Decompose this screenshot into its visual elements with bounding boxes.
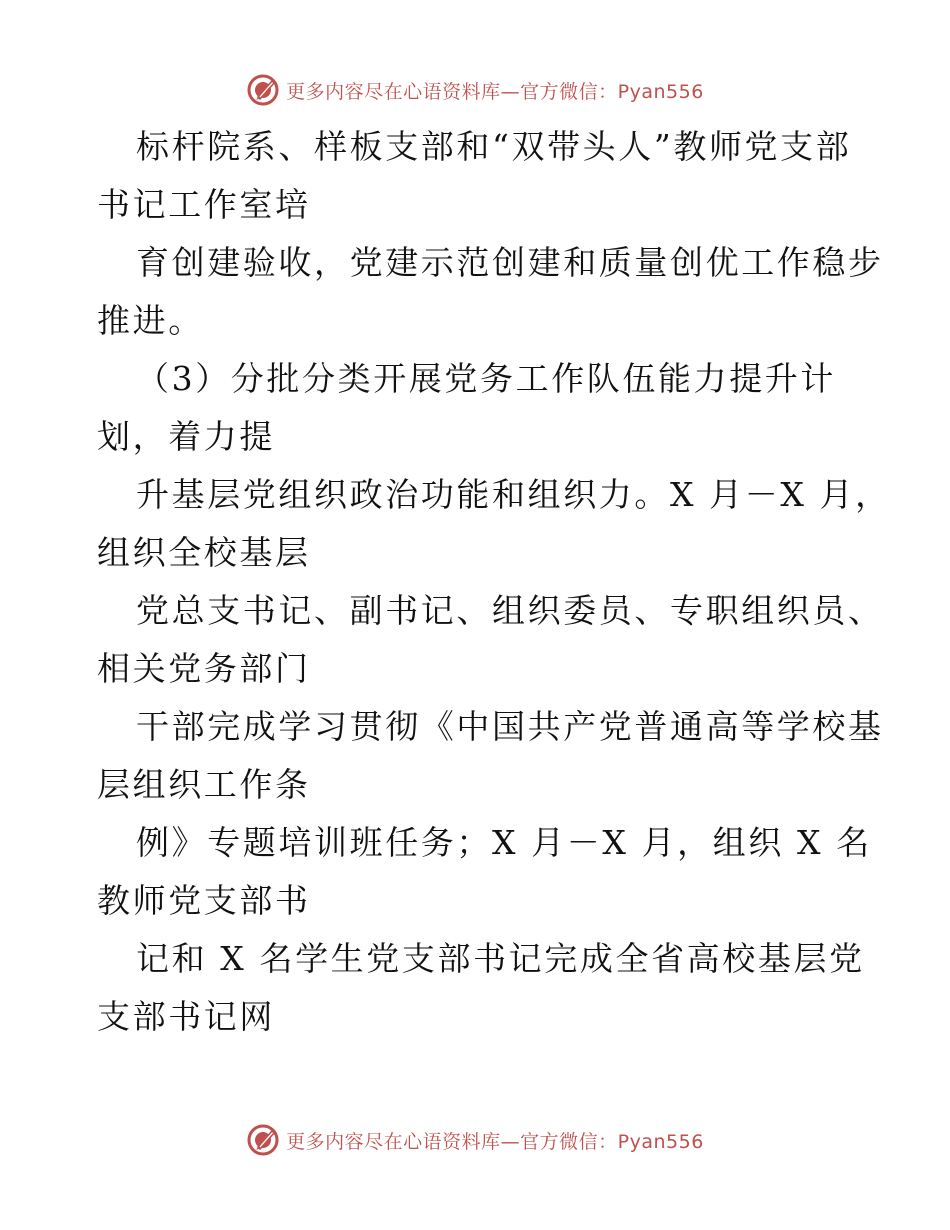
text-line: 相关党务部门 bbox=[97, 649, 311, 688]
header-text: 更多内容尽在心语资料库—官方微信：Pyan556 bbox=[286, 80, 704, 103]
text-line: 层组织工作条 bbox=[97, 765, 311, 804]
text-line: 推进。 bbox=[97, 301, 204, 340]
text-line: 育创建验收，党建示范创建和质量创优工作稳步 bbox=[136, 243, 884, 282]
text-line: 划，着力提 bbox=[97, 417, 275, 456]
footer-banner bbox=[0, 1120, 950, 1160]
text-line: 干部完成学习贯彻《中国共产党普通高等学校基 bbox=[136, 707, 884, 746]
pen-seal-logo-icon bbox=[246, 1123, 280, 1157]
text-line: 记和 X 名学生党支部书记完成全省高校基层党 bbox=[136, 939, 865, 978]
text-line: 组织全校基层 bbox=[97, 533, 311, 572]
text-line: 升基层党组织政治功能和组织力。X 月－X 月， bbox=[136, 475, 891, 514]
text-line: 书记工作室培 bbox=[97, 185, 311, 224]
text-line: 标杆院系、样板支部和“双带头人”教师党支部 bbox=[136, 127, 852, 166]
pen-seal-logo-icon bbox=[246, 73, 280, 107]
text-line: 例》专题培训班任务；X 月－X 月，组织 X 名 bbox=[136, 823, 872, 862]
text-line: 教师党支部书 bbox=[97, 881, 311, 920]
text-line: 支部书记网 bbox=[97, 997, 275, 1036]
text-line: 党总支书记、副书记、组织委员、专职组织员、 bbox=[136, 591, 884, 630]
text-line: （3）分批分类开展党务工作队伍能力提升计 bbox=[136, 359, 836, 398]
header-banner bbox=[0, 70, 950, 110]
footer-text: 更多内容尽在心语资料库—官方微信：Pyan556 bbox=[286, 1130, 704, 1153]
